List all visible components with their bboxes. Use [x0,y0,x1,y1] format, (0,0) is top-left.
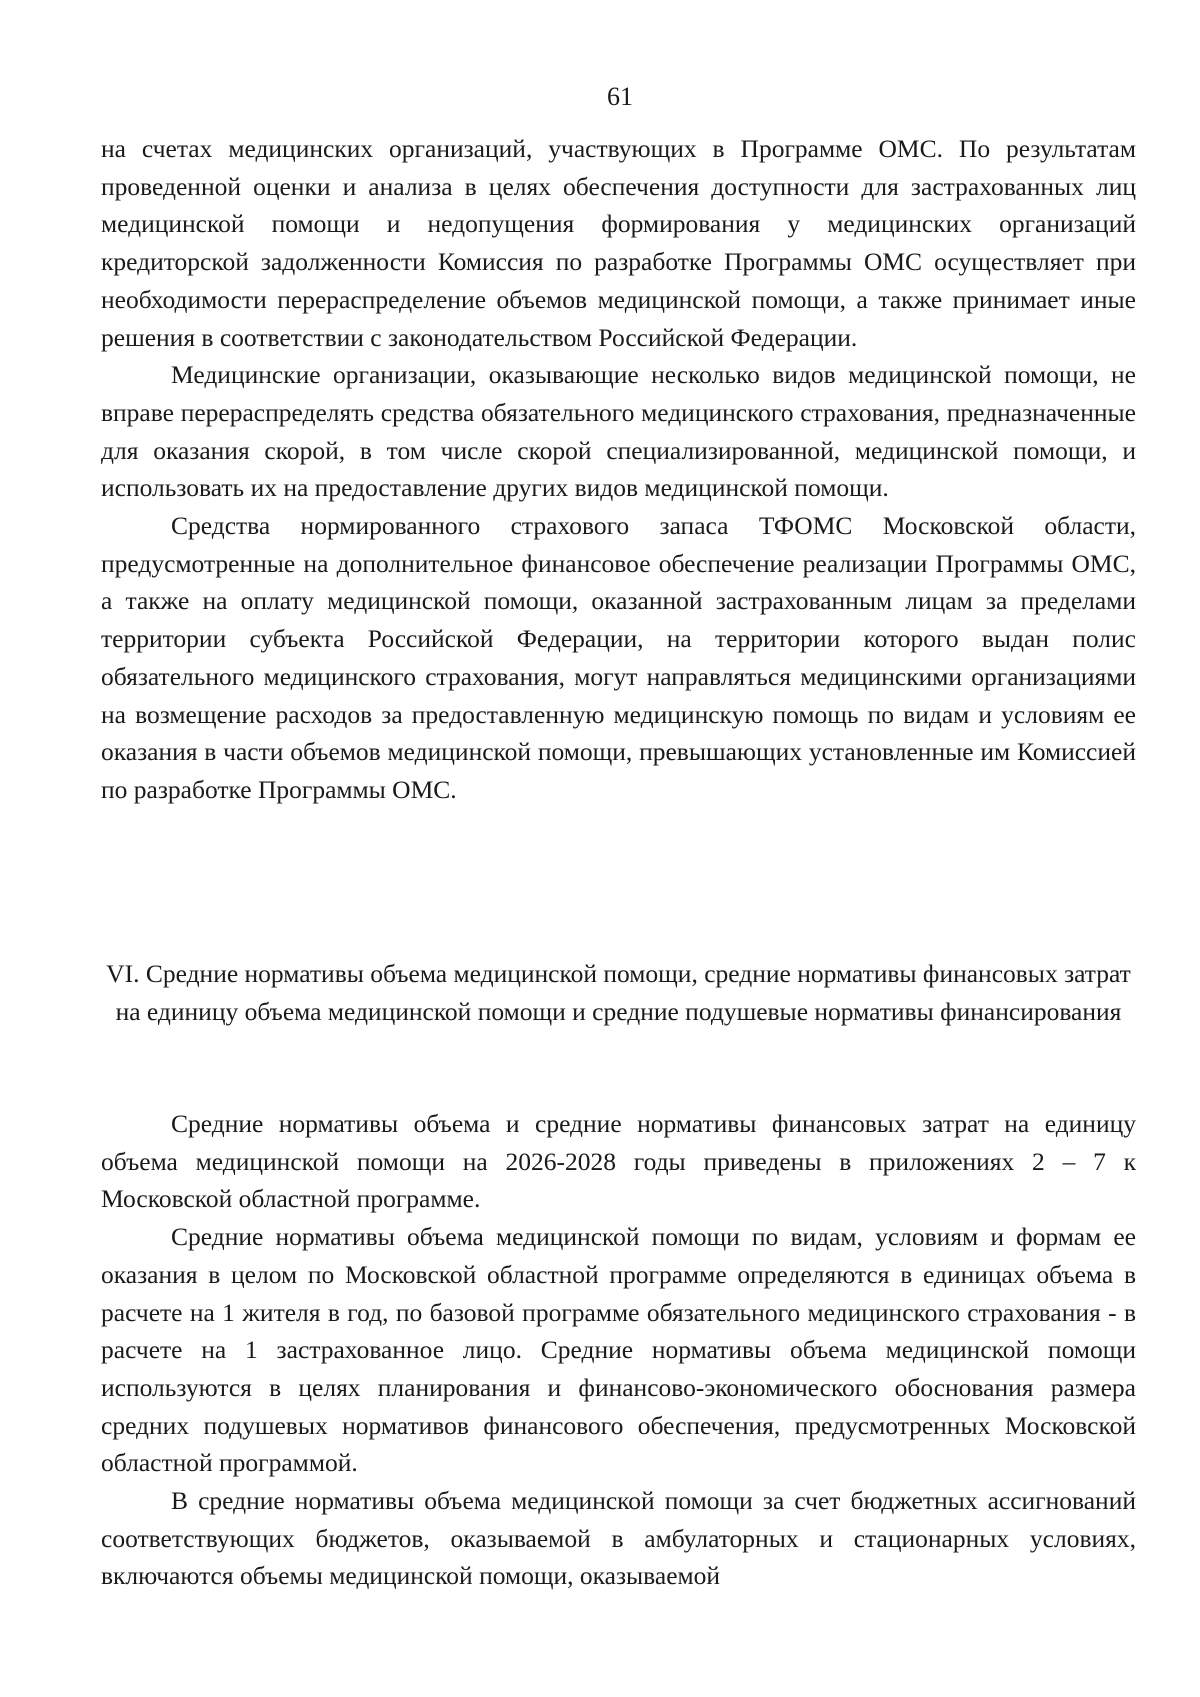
text-block-before-heading [101,130,1136,809]
section-heading: VI. Средние нормативы объема медицинской помощи, средние нормативы финансовых затрат на единицу объема медицинской помощи и средние подушевые нормативы финансирования [106,959,1131,1026]
paragraph: Медицинские организации, оказывающие несколько видов медицинской помощи, не вправе перераспределять средства обязательного медицинского страхования, предназначенные для оказания скорой, в том числе скорой специализированной, медицинской помощи, и использовать их на предоставление других видов медицинской помощи. [101,360,1136,503]
paragraph: Средние нормативы объема и средние нормативы финансовых затрат на единицу объема медицинской помощи на 2026-2028 годы приведены в приложениях 2 – 7 к Московской областной программе. [101,1109,1136,1214]
text-block-after-heading [101,1105,1136,1595]
paragraph-continued: на счетах медицинских организаций, участвующих в Программе ОМС. По результатам проведенной оценки и анализа в целях обеспечения доступности для застрахованных лиц медицинской помощи и недопущения формирования у медицинских организаций кредиторской задолженности Комиссия по разработке Программы ОМС осуществляет при необходимости перераспределение объемов медицинской помощи, а также принимает иные решения в соответствии с законодательством Российской Федерации. [101,134,1136,352]
paragraph: В средние нормативы объема медицинской помощи за счет бюджетных ассигнований соответствующих бюджетов, оказываемой в амбулаторных и стационарных условиях, включаются объемы медицинской помощи, оказываемой [101,1486,1136,1591]
paragraph: Средства нормированного страхового запаса ТФОМС Московской области, предусмотренные на дополнительное финансовое обеспечение реализации Программы ОМС, а также на оплату медицинской помощи, оказанной застрахованным лицам за пределами территории субъекта Российской Федерации, на территории которого выдан полис обязательного медицинского страхования, могут направляться медицинскими организациями на возмещение расходов за предоставленную медицинскую помощь по видам и условиям ее оказания в части объемов медицинской помощи, превышающих установленные им Комиссией по разработке Программы ОМС. [101,511,1136,804]
paragraph: Средние нормативы объема медицинской помощи по видам, условиям и формам ее оказания в целом по Московской областной программе определяются в единицах объема в расчете на 1 жителя в год, по базовой программе обязательного медицинского страхования - в расчете на 1 застрахованное лицо. Средние нормативы объема медицинской помощи используются в целях планирования и финансово-экономического обоснования размера средних подушевых нормативов финансового обеспечения, предусмотренных Московской областной программой. [101,1222,1136,1478]
page-number: 61 [607,82,633,111]
